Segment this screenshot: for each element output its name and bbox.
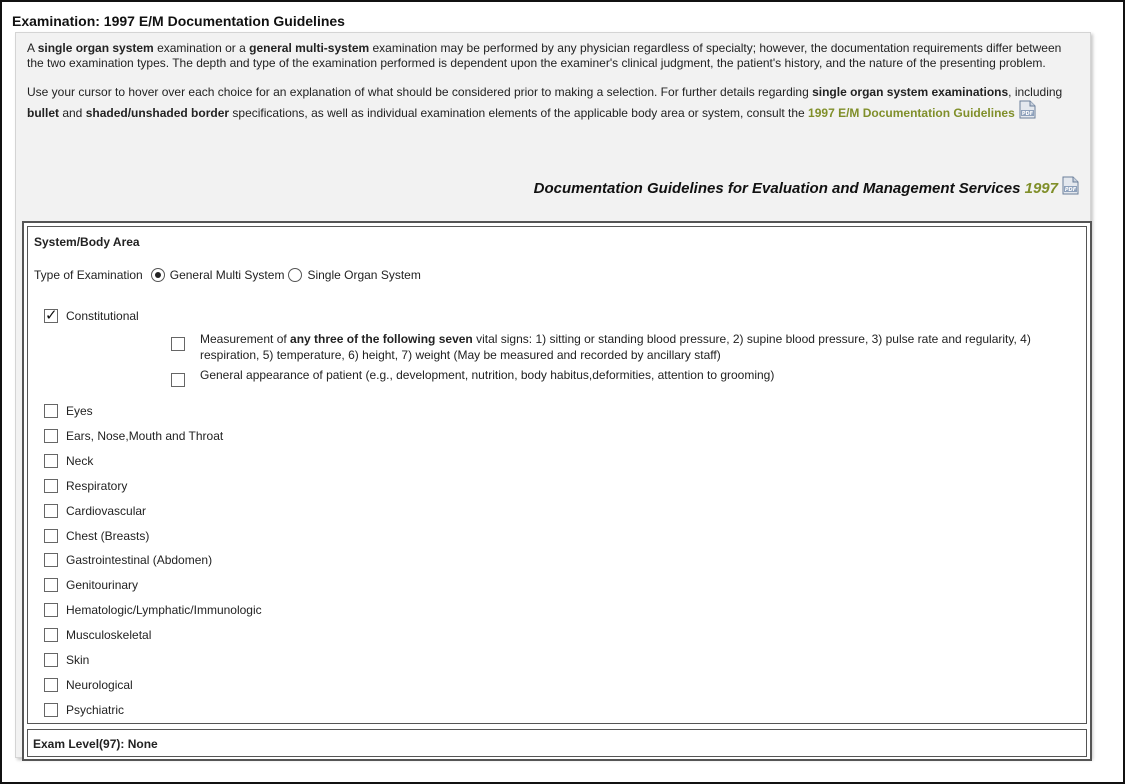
checkbox-row-gastrointestinal-abdomen[interactable] [44,553,212,567]
checkbox-row-genitourinary[interactable] [44,578,138,592]
checkbox-row-neurological[interactable] [44,678,133,692]
checkbox-row-chest-breasts[interactable] [44,529,149,543]
guidelines-title[interactable]: Documentation Guidelines for Evaluation and Management Services [533,180,1021,197]
guidelines-link[interactable]: 1997 E/M Documentation Guidelines [808,106,1015,120]
checkbox-label-ears-nose-mouth-and-throat[interactable]: Ears, Nose,Mouth and Throat [66,428,224,443]
text-segment: , including [1008,85,1063,99]
intro-paragraph-1 [27,41,1072,71]
checkbox-row-psychiatric[interactable] [44,703,124,717]
checkbox-skin[interactable] [44,653,58,667]
checkbox-row-musculoskeletal[interactable] [44,628,151,642]
intro-paragraph-2 [27,85,1072,121]
checkbox-row-skin[interactable] [44,653,89,667]
checkbox-label-chest-breasts[interactable]: Chest (Breasts) [66,528,150,543]
checkbox-neurological[interactable] [44,678,58,692]
section-heading: System/Body Area [34,235,140,249]
constitutional-sub-item-general-appearance[interactable] [171,367,1066,387]
checkbox-label-eyes[interactable]: Eyes [66,404,93,418]
checkbox-label-respiratory[interactable]: Respiratory [66,478,128,493]
checkbox-general-appearance[interactable] [171,373,185,387]
text-segment: specifications, as well as individual examination elements of the applicable body area or system, consult the [229,106,809,120]
vital-signs-label[interactable] [200,331,1066,363]
text-segment: single organ system [37,41,154,55]
text-segment: Use your cursor to hover over each choice for an explanation of what should be considered prior to making a selection. For further details regarding [27,85,813,99]
exam-level: Exam Level(97): None [27,729,1087,757]
checkbox-label-neck[interactable]: Neck [66,453,94,468]
svg-text:PDF: PDF [1021,111,1033,117]
text-segment: A [27,41,38,55]
radio-general-multi-system[interactable] [151,268,165,282]
checkbox-respiratory[interactable] [44,479,58,493]
intro-text [27,41,1072,121]
checkbox-label-gastrointestinal-abdomen[interactable]: Gastrointestinal (Abdomen) [66,553,213,568]
text-segment: General appearance of patient (e.g., development, nutrition, body habitus,deformities, attention to grooming) [200,368,775,382]
checkbox-eyes[interactable] [44,404,58,418]
text-segment: general multi-system [249,41,370,55]
documentation-guidelines-link[interactable] [534,176,1079,197]
guidelines-year[interactable]: 1997 [1024,180,1058,197]
checkbox-label-neurological[interactable]: Neurological [66,677,133,692]
checkbox-hematologic-lymphatic-immunologic[interactable] [44,603,58,617]
text-segment: vital signs: 1) sitting or standing blood pressure, 2) supine blood pressure, 3) pulse rate and regularity, 4) respiration, 5) temperature, 6) height, 7) weight (May be measured and recorded by ancillary staff) [200,332,1031,362]
text-segment: examination may be performed by any physician regardless of specialty; however, the documentation requirements differ between the two examination types. The depth and type of the examination performed is dependent upon the examiner's clinical judgment, the patient's history, and the nature of the presenting problem. [27,41,1062,70]
checkbox-chest-breasts[interactable] [44,529,58,543]
checkbox-row-respiratory[interactable] [44,479,127,493]
text-segment: bullet [27,106,59,120]
radio-single-organ-system[interactable] [288,268,302,282]
text-segment: examination or a [153,41,250,55]
checkbox-gastrointestinal-abdomen[interactable] [44,553,58,567]
text-segment: any three of the following seven [290,332,473,346]
checkbox-constitutional[interactable] [44,309,58,323]
system-body-area-section [27,226,1087,724]
general-appearance-label[interactable] [200,367,774,383]
checkbox-musculoskeletal[interactable] [44,628,58,642]
examination-type-label: Type of Examination [34,268,143,282]
text-segment: Measurement of [200,332,291,346]
constitutional-sub-item-vital-signs[interactable] [171,331,1066,363]
radio-single-organ-system-label[interactable]: Single Organ System [307,268,421,282]
checkbox-row-ears-nose-mouth-and-throat[interactable] [44,429,223,443]
checkbox-row-cardiovascular[interactable] [44,504,146,518]
checkbox-label-psychiatric[interactable]: Psychiatric [66,702,125,717]
checkbox-label-constitutional[interactable]: Constitutional [66,309,139,323]
pdf-icon[interactable] [1019,100,1036,119]
checkbox-neck[interactable] [44,454,58,468]
radio-general-multi-system-label[interactable]: General Multi System [169,268,285,282]
checkbox-label-genitourinary[interactable]: Genitourinary [66,578,139,593]
checkbox-genitourinary[interactable] [44,578,58,592]
checkbox-vital-signs[interactable] [171,337,185,351]
pdf-icon[interactable] [1062,176,1079,195]
checkbox-row-eyes[interactable] [44,404,93,418]
svg-text:PDF: PDF [1064,187,1077,193]
text-segment: single organ system examinations [812,85,1009,99]
checkbox-cardiovascular[interactable] [44,504,58,518]
checkbox-row-neck[interactable] [44,454,93,468]
checkbox-row-hematologic-lymphatic-immunologic[interactable] [44,603,262,617]
text-segment: and [59,106,86,120]
text-segment: shaded/unshaded border [85,106,230,120]
checkbox-label-hematologic-lymphatic-immunologic[interactable]: Hematologic/Lymphatic/Immunologic [66,603,262,618]
checkbox-psychiatric[interactable] [44,703,58,717]
checkbox-row-constitutional[interactable] [44,309,139,323]
examination-box [22,221,1092,761]
checkbox-label-cardiovascular[interactable]: Cardiovascular [66,503,147,518]
examination-type-row [34,268,425,282]
checkbox-ears-nose-mouth-and-throat[interactable] [44,429,58,443]
checkbox-label-musculoskeletal[interactable]: Musculoskeletal [66,628,152,643]
checkbox-label-skin[interactable]: Skin [66,653,90,667]
page-title: Examination: 1997 E/M Documentation Guidelines [12,13,345,29]
